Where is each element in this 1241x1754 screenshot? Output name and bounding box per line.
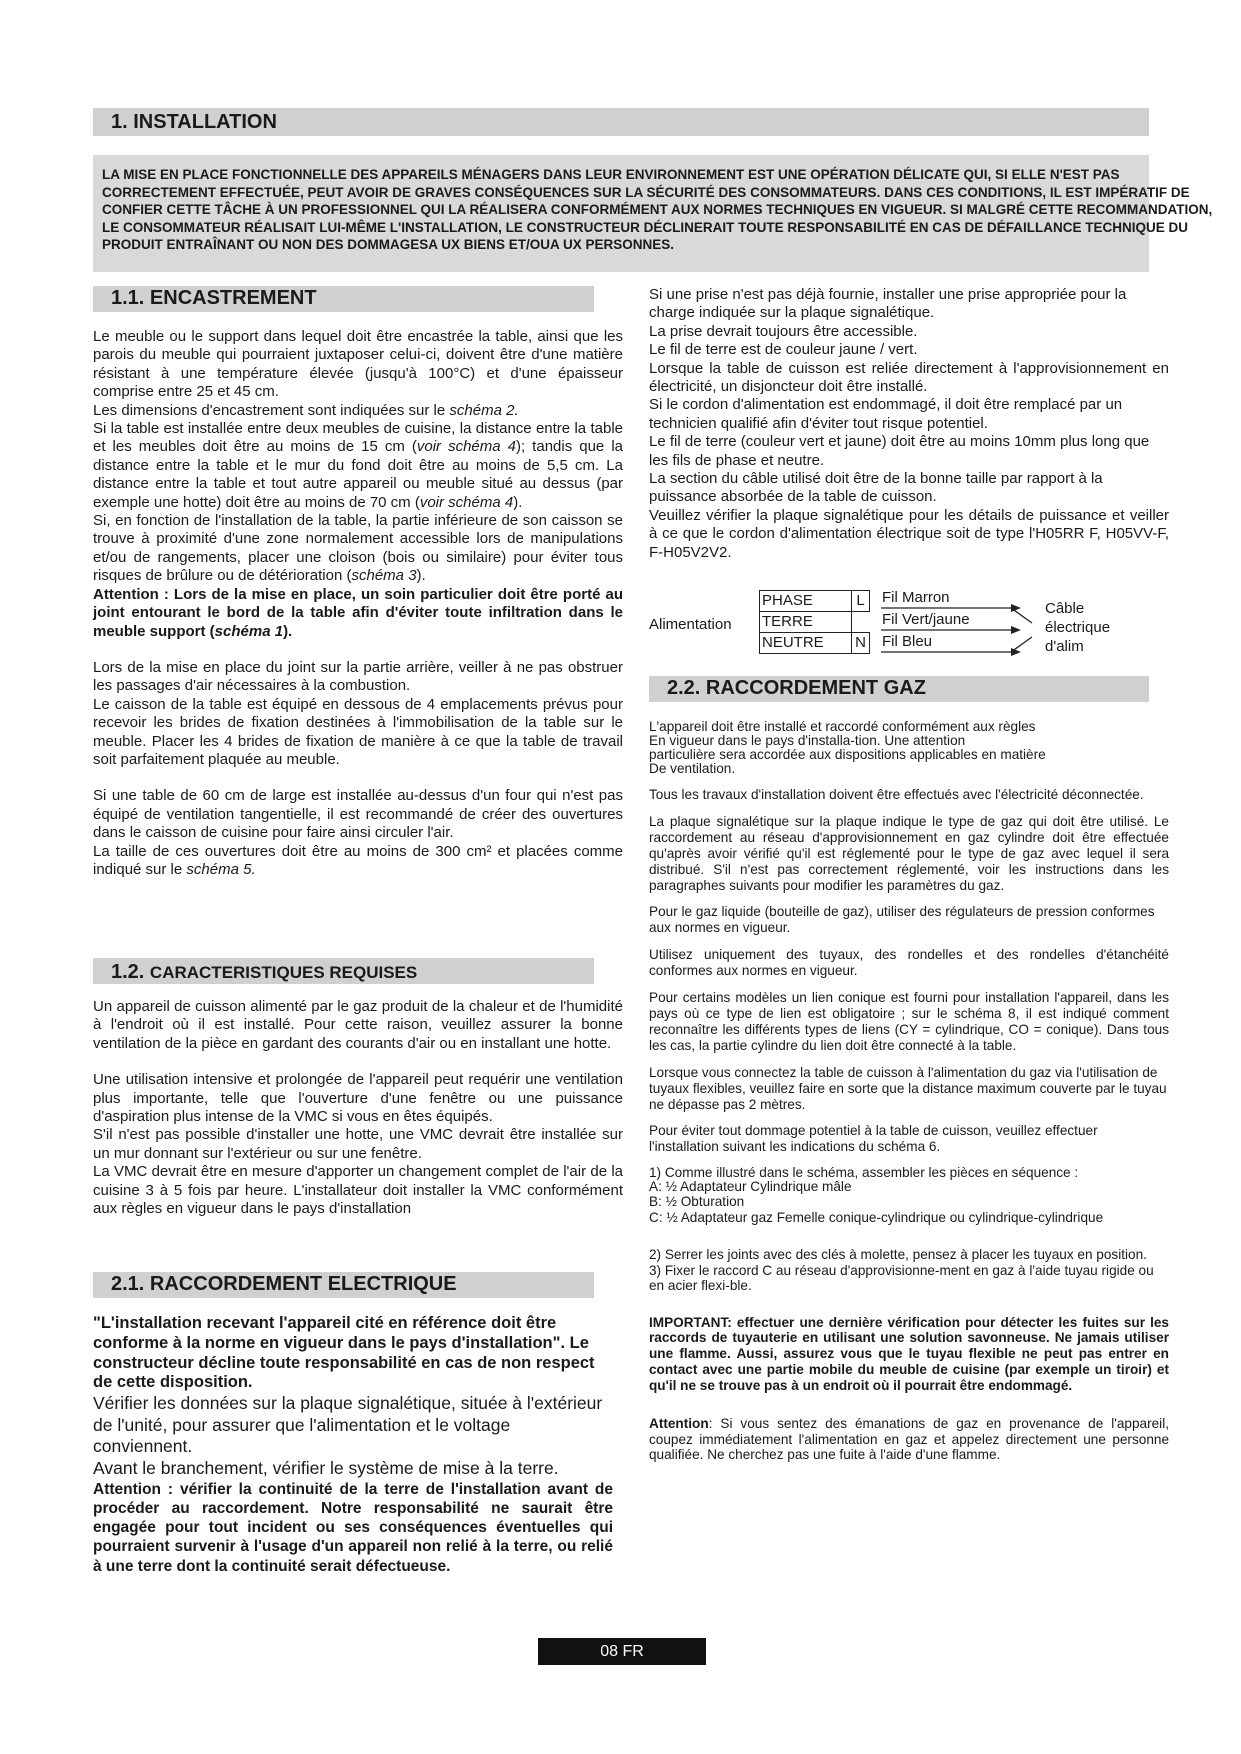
- paragraph: L'appareil doit être installé et raccordé conformément aux règles En vigueur dans le pays d'installa-tion. Une attention particulière sera accordée aux dispositions applicables en matière De ventilation.: [649, 719, 1046, 776]
- wire-label-brown: Fil Marron: [882, 589, 950, 606]
- paragraph: La plaque signalétique sur la plaque indique le type de gaz qui doit être utilisé. Le raccordement au réseau d'approvisionnement en gaz cylindre doit être effectuée qu'après avoir vérifié qu'il est réglementé pour le type de gaz avec lequel il sera distribué. S'il n'est pas correctement réglementé, voir les instructions dans les paragraphes suivants pour modifier les paramètres du gaz.: [649, 813, 1169, 893]
- page-title: 1. INSTALLATION: [111, 111, 277, 133]
- paragraph: Lorsque la table de cuisson est reliée directement à l'approvisionnement en électricité, un disjoncteur doit être installé.: [649, 359, 1169, 396]
- paragraph: Le fil de terre est de couleur jaune / vert.: [649, 341, 918, 359]
- paragraph: Tous les travaux d'installation doivent être effectués avec l'électricité déconnectée.: [649, 787, 1144, 802]
- caracteristiques-body: [93, 998, 623, 1218]
- phase-code-cell: L: [851, 590, 870, 612]
- heading-bar-gaz: [649, 676, 1149, 702]
- electrique-right-body: [649, 286, 1169, 562]
- cable-label-3: d'alim: [1045, 638, 1084, 655]
- page-number: 08 FR: [538, 1638, 706, 1665]
- alimentation-label: Alimentation: [649, 616, 732, 633]
- attention-paragraph: Attention : vérifier la continuité de la terre de l'installation avant de procéder au raccordement. Notre responsabilité ne saurait être engagée pour tout incident ou ses conséquences éventuelles qui pourraient survenir à l'usage d'un appareil non relié à la terre, ou relié à une terre dont la continuité serait défectueuse.: [93, 1480, 613, 1575]
- heading-electrique: 2.1. RACCORDEMENT ELECTRIQUE: [111, 1273, 457, 1295]
- gaz-body: [649, 720, 1169, 1474]
- paragraph: La prise devrait toujours être accessible.: [649, 322, 918, 340]
- paragraph: La taille de ces ouvertures doit être au moins de 300 cm² et placées comme indiqué sur le schéma 5.: [93, 842, 623, 878]
- paragraph: Si, en fonction de l'installation de la table, la partie inférieure de son caisson se trouve à proximité d'une zone normalement accessible lors de manipulations et/ou de rangements, placer une cloison (bois ou similaire) pour éviter tous risques de brûlure ou de détérioration (schéma 3).: [93, 512, 623, 585]
- paragraph: Pour le gaz liquide (bouteille de gaz), utiliser des régulateurs de pression conformes aux normes en vigueur.: [649, 904, 1155, 936]
- heading-encastrement: 1.1. ENCASTREMENT: [111, 287, 317, 309]
- paragraph: Les dimensions d'encastrement sont indiquées sur le schéma 2.: [93, 401, 519, 419]
- cable-label-1: Câble: [1045, 600, 1085, 617]
- neutre-cell: NEUTRE: [759, 632, 852, 654]
- step-list: 1) Comme illustré dans le schéma, assembler les pièces en séquence : A: ½ Adaptateur Cylindrique mâle B: ½ Obturation C: ½ Adaptateur gaz Femelle conique-cylindrique ou cylindrique-cylindrique: [649, 1165, 1104, 1226]
- warning-text: LA MISE EN PLACE FONCTIONNELLE DES APPAREILS MÉNAGERS DANS LEUR ENVIRONNEMENT EST UNE OPÉRATION DÉLICATE QUI, SI ELLE N'EST PAS CORRECTEMENT EFFECTUÉE, PEUT AVOIR DE GRAVES CONSÉQUENCES SUR LA SÉCURITÉ DES CONSOMMATEURS. DANS CES CONDITIONS, IL EST IMPÉRATIF DE CONFIER CETTE TÂCHE À UN PROFESSIONNEL QUI LA RÉALISERA CONFORMÉMENT AUX NORMES TECHNIQUES EN VIGUEUR. SI MALGRÉ CETTE RECOMMANDATION, LE CONSOMMATEUR RÉALISAIT LUI-MÊME L'INSTALLATION, LE CONSTRUCTEUR DÉCLINERAIT TOUTE RESPONSABILITÉ EN CAS DE DÉFAILLANCE TECHNIQUE DU PRODUIT ENTRAÎNANT OU NON DES DOMMAGESA UX BIENS ET/OUA UX PERSONNES.: [102, 167, 1213, 253]
- heading-bar-electrique: [93, 1272, 594, 1298]
- paragraph: S'il n'est pas possible d'installer une hotte, une VMC devrait être installée sur un mur donnant sur l'extérieur ou sur une fenêtre.: [93, 1126, 623, 1162]
- wiring-diagram: [649, 585, 1169, 665]
- paragraph: Si la table est installée entre deux meubles de cuisine, la distance entre la table et les meubles doit être au moins de 15 cm (voir schéma 4); tandis que la distance entre la table et le mur du fond doit être au moins de 5,5 cm. La distance entre la table et tout autre appareil ou meuble situé au dessus (par exemple une hotte) doit être au moins de 70 cm (voir schéma 4).: [93, 420, 623, 511]
- heading-bar-caracteristiques: [93, 958, 594, 984]
- heading-bar-encastrement: [93, 286, 594, 312]
- important-paragraph: IMPORTANT: effectuer une dernière vérification pour détecter les fuites sur les raccords de tuyauterie en utilisant une solution savonneuse. Ne jamais utiliser une flamme. Aussi, assurez vous que le tuyau flexible ne peut pas entrer en contact avec une partie mobile du meuble de cuisine (par exemple un tiroir) et qu'il ne se trouve pas à un endroit où il pourrait être endommagé.: [649, 1314, 1169, 1394]
- attention-paragraph: Attention : Lors de la mise en place, un soin particulier doit être porté au joint entourant le bord de la table afin d'éviter toute infiltration dans le meuble support (schéma 1).: [93, 585, 623, 640]
- paragraph: Avant le branchement, vérifier le système de mise à la terre.: [93, 1457, 559, 1478]
- step-paragraph: 3) Fixer le raccord C au réseau d'approvisionne-ment en gaz à l'aide tuyau rigide ou en acier flexi-ble.: [649, 1262, 1154, 1293]
- phase-cell: PHASE: [759, 590, 852, 612]
- electrique-body: [93, 1314, 613, 1576]
- paragraph: Le meuble ou le support dans lequel doit être encastrée la table, ainsi que les parois du meuble qui pourraient juxtaposer celui-ci, doivent être d'une matière résistant à une température élevée (jusqu'à 100°C) et d'une épaisseur comprise entre 25 et 45 cm.: [93, 328, 623, 401]
- heading-gaz: 2.2. RACCORDEMENT GAZ: [667, 677, 926, 699]
- paragraph: Veuillez vérifier la plaque signalétique pour les détails de puissance et veiller à ce que le cordon d'alimentation électrique soit de type l'H05RR F, H05VV-F, F-H05V2V2.: [649, 506, 1169, 561]
- paragraph: Vérifier les données sur la plaque signalétique, située à l'extérieur de l'unité, pour assurer que l'alimentation et le voltage conviennent.: [93, 1393, 603, 1457]
- paragraph: Le caisson de la table est équipé en dessous de 4 emplacements prévus pour recevoir les brides de fixation destinées à l'immobilisation de la table sur le meuble. Placer les 4 brides de fixation de manière à ce que la table de travail soit parfaitement plaquée au meuble.: [93, 695, 623, 768]
- paragraph: Pour éviter tout dommage potentiel à la table de cuisson, veuillez effectuer l'installation suivant les indications du schéma 6.: [649, 1123, 1098, 1155]
- wire-label-blue: Fil Bleu: [882, 633, 933, 650]
- paragraph: Lors de la mise en place du joint sur la partie arrière, veiller à ne pas obstruer les passages d'air nécessaires à la combustion.: [93, 658, 623, 695]
- attention-paragraph: Attention: Si vous sentez des émanations de gaz en provenance de l'appareil, coupez immédiatement l'alimentation en gaz et appelez directement une personne qualifiée. Ne cherchez pas une fuite à l'aide d'une flamme.: [649, 1416, 1169, 1463]
- terre-cell: TERRE: [759, 611, 852, 633]
- paragraph: Une utilisation intensive et prolongée de l'appareil peut requérir une ventilation plus importante, telle que l'ouverture d'une fenêtre ou une puissance d'aspiration plus intense de la VMC si vous en êtes équipés.: [93, 1071, 623, 1126]
- paragraph: "L'installation recevant l'appareil cité en référence doit être conforme à la norme en vigueur dans le pays d'installation". Le constructeur décline toute responsabilité en cas de non respect de cette disposition.: [93, 1314, 595, 1392]
- paragraph: Lorsque vous connectez la table de cuisson à l'alimentation du gaz via l'utilisation de tuyaux flexibles, veuillez faire en sorte que la distance maximum couverte par le tuyau ne dépasse pas 2 mètres.: [649, 1064, 1167, 1112]
- paragraph: Si une table de 60 cm de large est installée au-dessus d'un four qui n'est pas équipé de ventilation tangentielle, il est recommandé de créer des ouvertures dans le caisson de cuisine pour faire ainsi circuler l'air.: [93, 787, 623, 842]
- neutre-code-cell: N: [851, 632, 870, 654]
- paragraph: Utilisez uniquement des tuyaux, des rondelles et des rondelles d'étanchéité conformes aux normes en vigueur.: [649, 947, 1169, 979]
- paragraph: Pour certains modèles un lien conique est fourni pour installation l'appareil, dans les pays où ce type de lien est obligatoire ; sur le schéma 8, il est indiqué comment reconnaître les différents types de liens (CY = cylindrique, CO = conique). Dans tous les cas, la partie cylindre du lien doit être connecté à la table.: [649, 990, 1169, 1053]
- paragraph: Le fil de terre (couleur vert et jaune) doit être au moins 10mm plus long que les fils de phase et neutre.: [649, 433, 1150, 469]
- paragraph: Un appareil de cuisson alimenté par le gaz produit de la chaleur et de l'humidité à l'endroit où il est installé. Pour cette raison, veuillez assurer la bonne ventilation de la pièce en gardant des courants d'air ou en installant une hotte.: [93, 998, 623, 1052]
- paragraph: La section du câble utilisé doit être de la bonne taille par rapport à la puissance absorbée de la table de cuisson.: [649, 470, 1103, 506]
- encastrement-body: [93, 328, 623, 879]
- cable-label-2: électrique: [1045, 619, 1111, 636]
- heading-caracteristiques: 1.2. CARACTERISTIQUES REQUISES: [111, 961, 418, 983]
- paragraph: Si le cordon d'alimentation est endommagé, il doit être remplacé par un technicien qualifié afin d'éviter tout risque potentiel.: [649, 396, 1123, 432]
- section-title-bar: [93, 108, 1149, 136]
- wire-label-green-yellow: Fil Vert/jaune: [882, 611, 970, 628]
- paragraph: La VMC devrait être en mesure d'apporter un changement complet de l'air de la cuisine 3 à 5 fois par heure. L'installateur doit installer la VMC conformément aux règles en vigueur dans le pays d'installation: [93, 1163, 623, 1218]
- step-paragraph: 2) Serrer les joints avec des clés à molette, pensez à placer les tuyaux en position.: [649, 1247, 1147, 1263]
- arrow-head: [1011, 626, 1021, 634]
- paragraph: Si une prise n'est pas déjà fournie, installer une prise appropriée pour la charge indiquée sur la plaque signalétique.: [649, 286, 1127, 322]
